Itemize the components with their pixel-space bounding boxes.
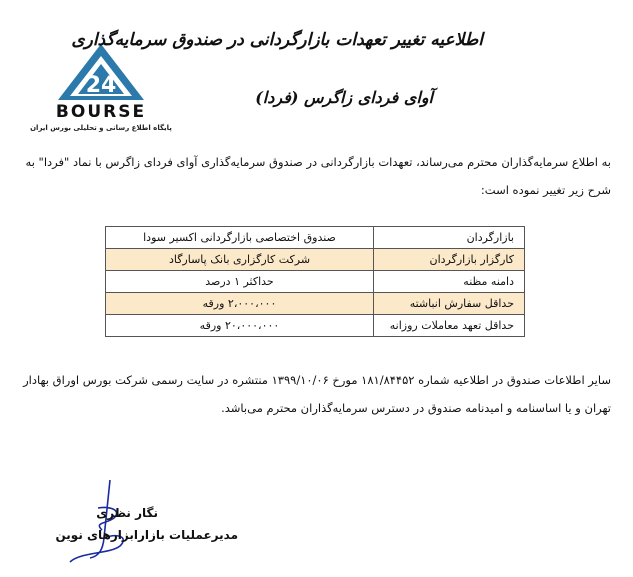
row-value: شرکت کارگزاری بانک پاسارگاد: [106, 249, 374, 271]
table-row: [106, 315, 525, 337]
table-row: [106, 271, 525, 293]
row-value: حداکثر ۱ درصد: [106, 271, 374, 293]
signature-scribble-icon: [60, 478, 150, 570]
logo-tagline: پایگاه اطلاع رسانی و تحلیلی بورس ایران: [30, 124, 172, 132]
table-row: [106, 249, 525, 271]
row-value: صندوق اختصاصی بازارگردانی اکسیر سودا: [106, 227, 374, 249]
row-label: حداقل تعهد معاملات روزانه: [374, 315, 525, 337]
row-label: بازارگردان: [374, 227, 525, 249]
row-value: ۲،۰۰۰،۰۰۰ ورقه: [106, 293, 374, 315]
page-title: اطلاعیه تغییر تعهدات بازارگردانی در صندوق سرمایه‌گذاری: [71, 30, 483, 50]
row-label: حداقل سفارش انباشته: [374, 293, 525, 315]
signatory-name: نگار نظری: [96, 506, 158, 520]
table-row: [106, 227, 525, 249]
row-value: ۲۰،۰۰۰،۰۰۰ ورقه: [106, 315, 374, 337]
row-label: دامنه مظنه: [374, 271, 525, 293]
logo-wordmark: BOURSE: [55, 102, 147, 122]
logo-mark-text: 24: [85, 73, 117, 98]
page-subtitle: آوای فردای زاگرس (فردا): [255, 88, 433, 107]
table-row: [106, 293, 525, 315]
row-label: کارگزار بازارگردان: [374, 249, 525, 271]
intro-paragraph: به اطلاع سرمایه‌گذاران محترم می‌رساند، تعهدات بازارگردانی در صندوق سرمایه‌گذاری آوای فردای زاگرس با نماد "فردا" به شرح زیر تغییر نموده است:: [25, 155, 611, 197]
signatory-role: مدیرعملیات بازارابزارهای نوین: [55, 528, 238, 542]
closing-paragraph: سایر اطلاعات صندوق در اطلاعیه شماره ۱۸۱/۸۴۴۵۲ مورخ ۱۳۹۹/۱۰/۰۶ منتشره در سایت رسمی شرکت بورس اوراق بهادار تهران و یا اساسنامه و امیدنامه صندوق در دسترس سرمایه‌گذاران محترم می‌باشد.: [23, 373, 611, 415]
commitments-table: [105, 226, 525, 337]
